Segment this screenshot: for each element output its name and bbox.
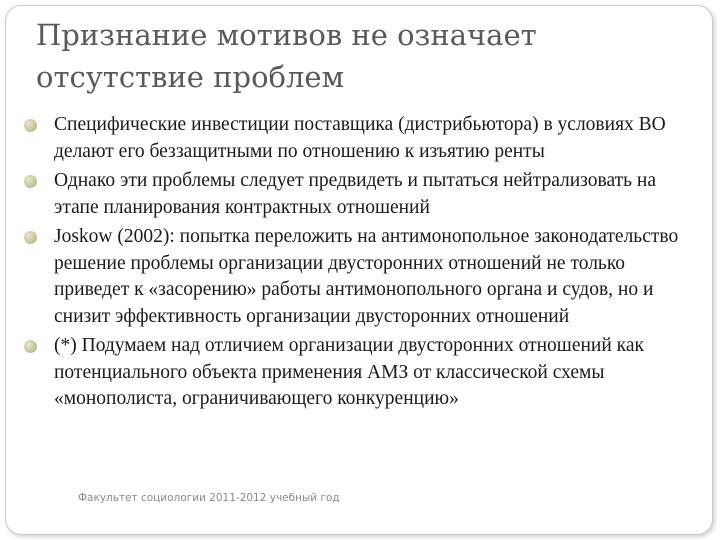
bullet-text: (*) Подумаем над отличием организации двусторонних отношений как потенциального объекта применения АМЗ от классической схемы «монополиста, ограничивающего конкуренцию» bbox=[54, 335, 644, 409]
bullet-text: Joskow (2002): попытка переложить на антимонопольное законодательство решение проблемы организации двусторонних отношений не только приведет к «засорению» работы антимонопольного органа и судов, но и снизит эффективность организации двусторонних отношений bbox=[54, 226, 679, 327]
bullet-item bbox=[22, 333, 702, 413]
bullet-dot-icon bbox=[24, 119, 37, 132]
slide-title bbox=[36, 14, 676, 98]
bullet-dot-icon bbox=[24, 175, 37, 188]
bullet-item bbox=[22, 224, 702, 330]
slide-title-line-2: отсутствие проблем bbox=[36, 60, 345, 94]
bullet-item bbox=[22, 112, 702, 165]
slide-title-line-1: Признание мотивов не означает bbox=[36, 18, 537, 52]
bullet-dot-icon bbox=[24, 340, 37, 353]
bullet-text: Специфические инвестиции поставщика (дистрибьютора) в условиях ВО делают его беззащитными по отношению к изъятию ренты bbox=[54, 114, 666, 162]
slide-footer: Факультет социологии 2011-2012 учебный год bbox=[78, 492, 340, 504]
bullet-item bbox=[22, 168, 702, 221]
bullet-dot-icon bbox=[24, 231, 37, 244]
bullet-list bbox=[22, 112, 702, 416]
bullet-text: Однако эти проблемы следует предвидеть и пытаться нейтрализовать на этапе планирования контрактных отношений bbox=[54, 170, 657, 218]
